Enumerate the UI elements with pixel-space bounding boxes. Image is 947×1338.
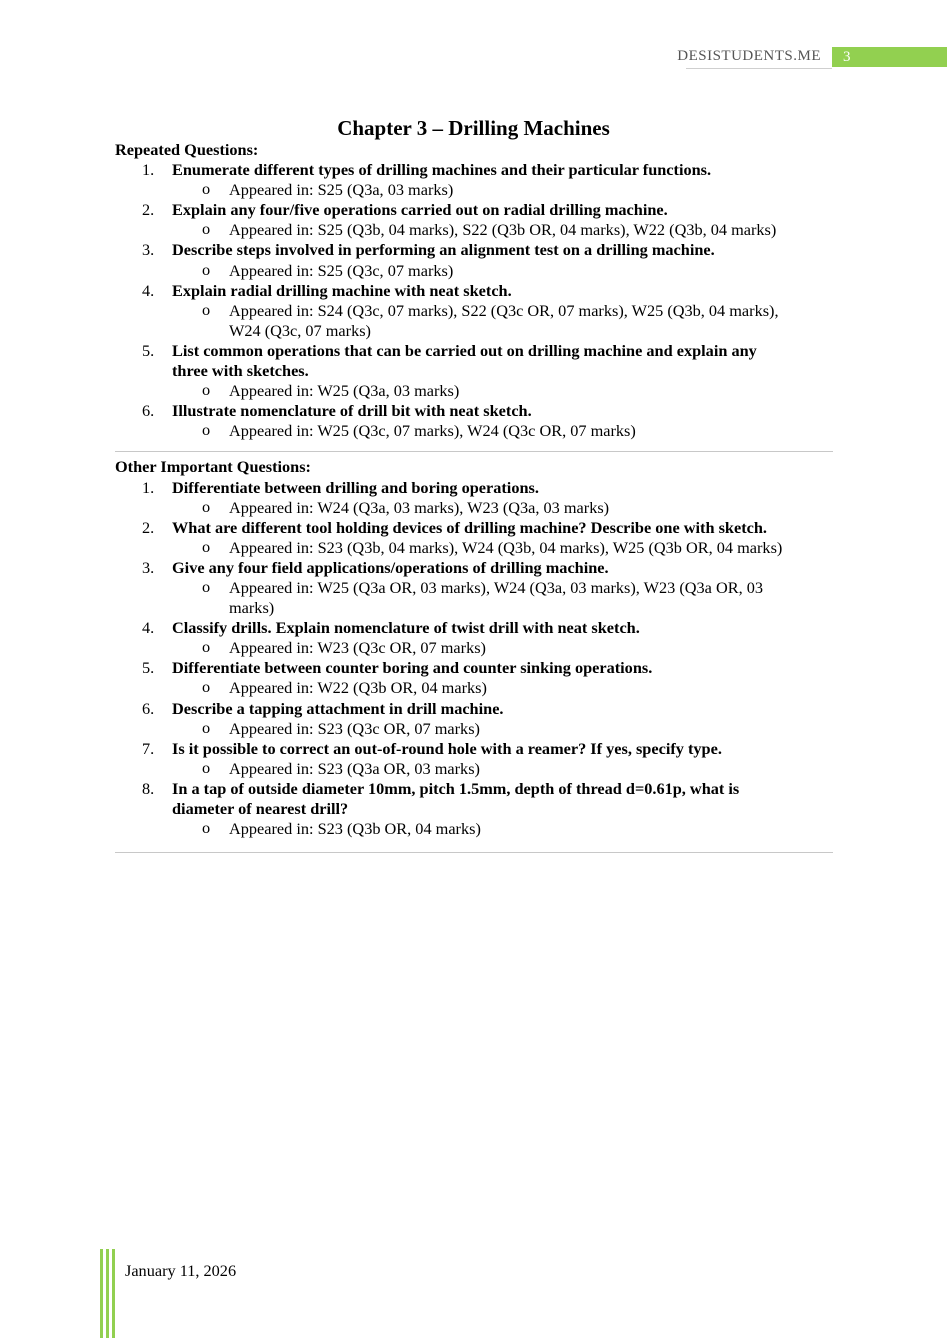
question-item bbox=[115, 281, 835, 301]
bullet-icon: o bbox=[202, 677, 211, 697]
bullet-icon: o bbox=[202, 757, 211, 777]
footer-bar bbox=[112, 1249, 115, 1338]
question-item bbox=[115, 160, 835, 180]
question-number: 3. bbox=[142, 557, 155, 577]
bullet-icon: o bbox=[202, 420, 211, 440]
header-site-name: DESISTUDENTS.ME bbox=[677, 48, 821, 64]
question-text: Explain radial drilling machine with neat sketch. bbox=[172, 280, 512, 300]
appeared-in-item bbox=[115, 638, 835, 658]
question-text: List common operations that can be carried out on drilling machine and explain any bbox=[172, 340, 757, 360]
appeared-in-text: Appeared in: S23 (Q3a OR, 03 marks) bbox=[229, 758, 480, 778]
question-text: Describe steps involved in performing an alignment test on a drilling machine. bbox=[172, 240, 715, 260]
repeated-questions-list bbox=[115, 160, 835, 441]
footer-date: January 11, 2026 bbox=[125, 1261, 237, 1280]
other-questions-heading: Other Important Questions: bbox=[115, 457, 311, 477]
bullet-icon: o bbox=[202, 219, 211, 239]
question-text: Give any four field applications/operations of drilling machine. bbox=[172, 557, 609, 577]
repeated-questions-heading: Repeated Questions: bbox=[115, 140, 259, 159]
content bbox=[115, 140, 835, 853]
question-number: 8. bbox=[142, 778, 155, 798]
question-item bbox=[115, 779, 835, 819]
header-page-number: 3 bbox=[832, 47, 947, 67]
appeared-in-text: Appeared in: W22 (Q3b OR, 04 marks) bbox=[229, 678, 487, 698]
footer-bar bbox=[106, 1249, 109, 1338]
appeared-in-item bbox=[115, 381, 835, 401]
question-number: 4. bbox=[142, 618, 155, 638]
appeared-in-item bbox=[115, 759, 835, 779]
question-number: 5. bbox=[142, 658, 155, 678]
question-number: 2. bbox=[142, 517, 155, 537]
appeared-in-item bbox=[115, 301, 835, 341]
question-number: 1. bbox=[142, 160, 155, 180]
appeared-in-text: Appeared in: S23 (Q3b OR, 04 marks) bbox=[229, 819, 481, 839]
appeared-in-text: Appeared in: W25 (Q3a OR, 03 marks), W24 (Q3a, 03 marks), W23 (Q3a OR, 03 bbox=[229, 577, 764, 597]
appeared-in-item bbox=[115, 421, 835, 441]
bullet-icon: o bbox=[202, 299, 211, 319]
appeared-in-item bbox=[115, 498, 835, 518]
question-number: 1. bbox=[142, 477, 155, 497]
question-text: Enumerate different types of drilling machines and their particular functions. bbox=[172, 160, 712, 180]
question-text: Classify drills. Explain nomenclature of twist drill with neat sketch. bbox=[172, 618, 640, 638]
bullet-icon: o bbox=[202, 637, 211, 657]
bullet-icon: o bbox=[202, 536, 211, 556]
question-text: three with sketches. bbox=[172, 361, 309, 381]
bullet-icon: o bbox=[202, 259, 211, 279]
question-text: diameter of nearest drill? bbox=[172, 799, 349, 818]
appeared-in-item bbox=[115, 261, 835, 281]
bullet-icon: o bbox=[202, 496, 211, 516]
question-text: Illustrate nomenclature of drill bit with neat sketch. bbox=[172, 401, 532, 421]
appeared-in-item bbox=[115, 180, 835, 200]
question-text: Describe a tapping attachment in drill machine. bbox=[172, 698, 504, 718]
page-title: Chapter 3 – Drilling Machines bbox=[337, 116, 610, 140]
appeared-in-item bbox=[115, 719, 835, 739]
appeared-in-text: Appeared in: S24 (Q3c, 07 marks), S22 (Q3c OR, 07 marks), W25 (Q3b, 04 marks), bbox=[229, 300, 779, 320]
appeared-in-text: W24 (Q3c, 07 marks) bbox=[229, 320, 371, 340]
question-text: In a tap of outside diameter 10mm, pitch 1.5mm, depth of thread d=0.61p, what is bbox=[172, 778, 740, 798]
question-text: Explain any four/five operations carried out on radial drilling machine. bbox=[172, 200, 668, 220]
bullet-icon: o bbox=[202, 179, 211, 199]
question-item bbox=[115, 618, 835, 638]
appeared-in-text: Appeared in: W25 (Q3a, 03 marks) bbox=[229, 381, 460, 401]
question-item bbox=[115, 518, 835, 538]
question-text: What are different tool holding devices of drilling machine? Describe one with sketch. bbox=[172, 517, 767, 537]
appeared-in-item bbox=[115, 538, 835, 558]
appeared-in-text: Appeared in: S25 (Q3c, 07 marks) bbox=[229, 260, 454, 280]
appeared-in-text: Appeared in: W24 (Q3a, 03 marks), W23 (Q3a, 03 marks) bbox=[229, 497, 610, 517]
question-item bbox=[115, 240, 835, 260]
question-number: 7. bbox=[142, 738, 155, 758]
question-text: Differentiate between drilling and boring operations. bbox=[172, 477, 539, 497]
appeared-in-item bbox=[115, 220, 835, 240]
appeared-in-text: Appeared in: S23 (Q3c OR, 07 marks) bbox=[229, 718, 480, 738]
question-item bbox=[115, 200, 835, 220]
section-divider bbox=[115, 852, 833, 853]
question-number: 6. bbox=[142, 401, 155, 421]
question-item bbox=[115, 401, 835, 421]
question-number: 6. bbox=[142, 698, 155, 718]
header-rule bbox=[686, 68, 832, 69]
appeared-in-item bbox=[115, 819, 835, 839]
bullet-icon: o bbox=[202, 380, 211, 400]
appeared-in-item bbox=[115, 578, 835, 618]
question-number: 5. bbox=[142, 340, 155, 360]
appeared-in-text: Appeared in: S25 (Q3b, 04 marks), S22 (Q3b OR, 04 marks), W22 (Q3b, 04 marks) bbox=[229, 220, 777, 240]
bullet-icon: o bbox=[202, 576, 211, 596]
footer-bar bbox=[100, 1249, 103, 1338]
question-text: Differentiate between counter boring and counter sinking operations. bbox=[172, 658, 653, 678]
question-item bbox=[115, 341, 835, 381]
question-text: Is it possible to correct an out-of-round hole with a reamer? If yes, specify type. bbox=[172, 738, 722, 758]
appeared-in-text: marks) bbox=[229, 598, 275, 618]
question-number: 4. bbox=[142, 280, 155, 300]
other-questions-list bbox=[115, 478, 835, 840]
appeared-in-text: Appeared in: W23 (Q3c OR, 07 marks) bbox=[229, 638, 486, 658]
appeared-in-text: Appeared in: S25 (Q3a, 03 marks) bbox=[229, 180, 454, 200]
appeared-in-text: Appeared in: W25 (Q3c, 07 marks), W24 (Q3c OR, 07 marks) bbox=[229, 421, 636, 441]
appeared-in-item bbox=[115, 678, 835, 698]
question-number: 2. bbox=[142, 200, 155, 220]
bullet-icon: o bbox=[202, 717, 211, 737]
question-item bbox=[115, 558, 835, 578]
question-item bbox=[115, 699, 835, 719]
question-number: 3. bbox=[142, 240, 155, 260]
appeared-in-text: Appeared in: S23 (Q3b, 04 marks), W24 (Q3b, 04 marks), W25 (Q3b OR, 04 marks) bbox=[229, 537, 783, 557]
question-item bbox=[115, 739, 835, 759]
bullet-icon: o bbox=[202, 818, 211, 838]
question-item bbox=[115, 658, 835, 678]
question-item bbox=[115, 478, 835, 498]
